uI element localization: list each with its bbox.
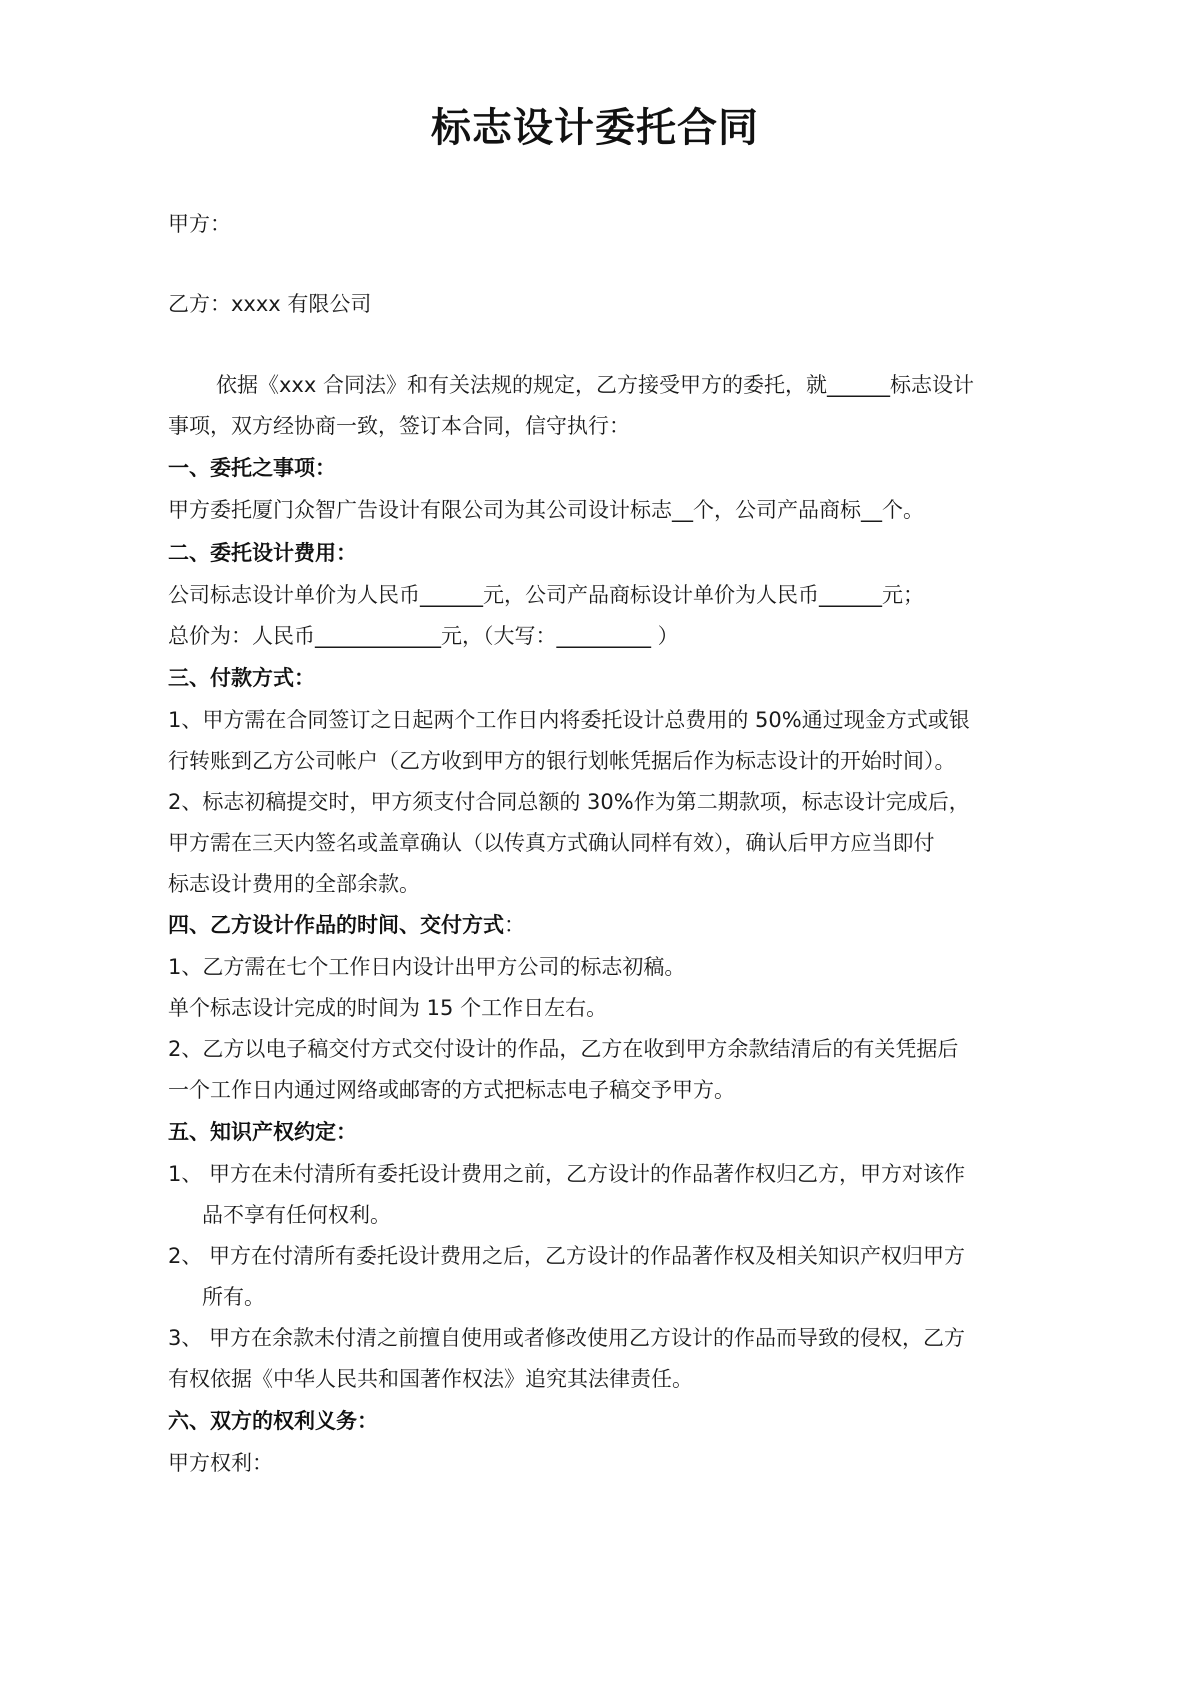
section-4-line-2: 单个标志设计完成的时间为 15 个工作日左右。 <box>168 996 608 1020</box>
section-1-line-1: 甲方委托厦门众智广告设计有限公司为其公司设计标志__个，公司产品商标__个。 <box>168 498 924 522</box>
section-3-line-2: 行转账到乙方公司帐户（乙方收到甲方的银行划帐凭据后作为标志设计的开始时间）。 <box>168 749 956 773</box>
section-4-heading-row <box>168 909 958 941</box>
section-6-line-1: 甲方权利： <box>168 1451 273 1475</box>
section-4-heading-suffix: ： <box>504 913 525 937</box>
section-4-line-3: 2、乙方以电子稿交付方式交付设计的作品，乙方在收到甲方余款结清后的有关凭据后 <box>168 1037 959 1061</box>
preamble-line-2: 事项，双方经协商一致，签订本合同，信守执行： <box>168 414 630 438</box>
section-2-line-1: 公司标志设计单价为人民币______元，公司产品商标设计单价为人民币______元； <box>168 583 924 607</box>
party-b-line: 乙方：xxxx 有限公司 <box>168 292 372 316</box>
section-6-heading: 六、双方的权利义务： <box>168 1409 378 1433</box>
document-title: 标志设计委托合同 <box>431 105 759 151</box>
section-5-line-1: 1、 甲方在未付清所有委托设计费用之前，乙方设计的作品著作权归乙方，甲方对该作 <box>168 1162 966 1186</box>
section-3-line-3: 2、标志初稿提交时，甲方须支付合同总额的 30%作为第二期款项，标志设计完成后， <box>168 790 970 814</box>
section-2-heading: 二、委托设计费用： <box>168 541 357 565</box>
section-3-line-1: 1、甲方需在合同签订之日起两个工作日内将委托设计总费用的 50%通过现金方式或银 <box>168 708 970 732</box>
party-a-line: 甲方： <box>168 212 231 236</box>
section-4-heading: 四、乙方设计作品的时间、交付方式 <box>168 913 504 937</box>
section-5-line-4: 所有。 <box>202 1285 265 1309</box>
section-3-heading: 三、付款方式： <box>168 666 315 690</box>
section-4-line-1: 1、乙方需在七个工作日内设计出甲方公司的标志初稿。 <box>168 955 686 979</box>
section-5-heading: 五、知识产权约定： <box>168 1120 357 1144</box>
section-2-line-2: 总价为：人民币____________元，（大写：_________ ） <box>168 624 679 648</box>
section-5-line-5: 3、 甲方在余款未付清之前擅自使用或者修改使用乙方设计的作品而导致的侵权，乙方 <box>168 1326 966 1350</box>
preamble-line-1: 依据《xxx 合同法》和有关法规的规定，乙方接受甲方的委托，就______标志设计 <box>216 373 974 397</box>
section-5-line-6: 有权依据《中华人民共和国著作权法》追究其法律责任。 <box>168 1367 693 1391</box>
section-5-line-3: 2、 甲方在付清所有委托设计费用之后，乙方设计的作品著作权及相关知识产权归甲方 <box>168 1244 966 1268</box>
section-5-line-2: 品不享有任何权利。 <box>202 1203 391 1227</box>
section-1-heading: 一、委托之事项： <box>168 456 336 480</box>
section-4-line-4: 一个工作日内通过网络或邮寄的方式把标志电子稿交予甲方。 <box>168 1078 735 1102</box>
section-3-line-4: 甲方需在三天内签名或盖章确认（以传真方式确认同样有效），确认后甲方应当即付 <box>168 831 935 855</box>
section-3-line-5: 标志设计费用的全部余款。 <box>168 872 420 896</box>
